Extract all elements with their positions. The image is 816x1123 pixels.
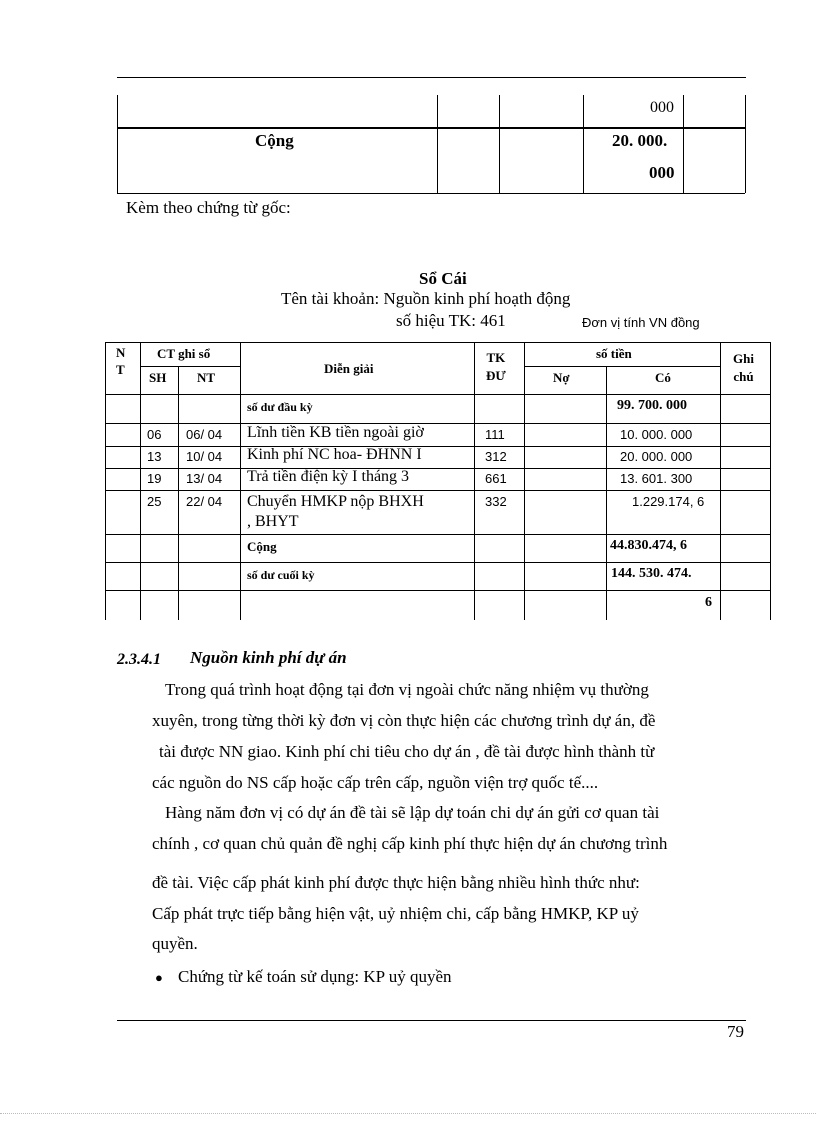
table-row-tk: 312 bbox=[485, 449, 507, 464]
closing-balance-co-line1: 144. 530. 474. bbox=[611, 566, 692, 581]
closing-balance-co-line2: 6 bbox=[705, 595, 712, 610]
table-row-nt: 06/ 04 bbox=[186, 427, 223, 442]
header-rule bbox=[117, 77, 746, 78]
table-row-co: 20. 000. 000 bbox=[620, 449, 693, 464]
footer-rule bbox=[117, 1020, 746, 1021]
bullet-dot-icon: ● bbox=[155, 970, 163, 985]
header-nt2: NT bbox=[197, 370, 216, 385]
table-row-tk: 661 bbox=[485, 471, 507, 486]
table-row-sh: 06 bbox=[147, 427, 162, 442]
header-co: Có bbox=[655, 370, 671, 385]
paragraph-line: tài được NN giao. Kinh phí chi tiêu cho dự án , đề tài được hình thành từ bbox=[159, 742, 655, 761]
table-row-dien-giai: Lĩnh tiền KB tiền ngoài giờ bbox=[247, 424, 424, 441]
paragraph-line: Cấp phát trực tiếp bằng hiện vật, uỷ nhiệm chi, cấp bằng HMKP, KP uỷ bbox=[152, 904, 639, 923]
ledger-total-label: Cộng bbox=[247, 539, 277, 554]
table-row-co: 1.229.174, 6 bbox=[632, 494, 705, 509]
paragraph-line: Hàng năm đơn vị có dự án đề tài sẽ lập dự toán chi dự án gửi cơ quan tài bbox=[165, 803, 660, 822]
table-row-co: 13. 601. 300 bbox=[620, 471, 693, 486]
ledger-title: Sổ Cái bbox=[419, 269, 467, 288]
paragraph-line: đề tài. Việc cấp phát kinh phí được thực hiện bằng nhiều hình thức như: bbox=[152, 873, 640, 892]
ledger-total-co: 44.830.474, 6 bbox=[610, 538, 687, 553]
header-no: Nợ bbox=[553, 370, 570, 385]
bullet-item: Chứng từ kế toán sử dụng: KP uỷ quyền bbox=[178, 967, 452, 986]
ledger-currency-unit: Đơn vị tính VN đồng bbox=[582, 315, 700, 330]
paragraph-line: chính , cơ quan chủ quản đề nghị cấp kinh phí thực hiện dự án chương trình bbox=[152, 834, 668, 853]
table-row-sh: 25 bbox=[147, 494, 162, 509]
header-ct-ghi-so: CT ghi sổ bbox=[157, 346, 211, 361]
header-tk-du: TK ĐƯ bbox=[486, 350, 506, 383]
section-number: 2.3.4.1 bbox=[117, 651, 161, 668]
top-total-amount-line2: 000 bbox=[649, 163, 675, 182]
header-sh: SH bbox=[149, 370, 167, 385]
opening-balance-label: số dư đầu kỳ bbox=[247, 400, 313, 414]
table-row-co: 10. 000. 000 bbox=[620, 427, 693, 442]
ledger-account-number: số hiệu TK: 461 bbox=[396, 311, 506, 330]
top-row-amount: 000 bbox=[650, 99, 674, 116]
paragraph-line: quyền. bbox=[152, 934, 198, 953]
top-total-label: Cộng bbox=[255, 131, 294, 150]
section-title: Nguồn kinh phí dự án bbox=[190, 648, 347, 667]
table-row-tk: 332 bbox=[485, 494, 507, 509]
table-row-nt: 22/ 04 bbox=[186, 494, 223, 509]
header-dien-giai: Diễn giải bbox=[324, 361, 374, 376]
closing-balance-label: số dư cuối kỳ bbox=[247, 568, 315, 582]
table-row-dien-giai: Kinh phí NC hoa- ĐHNN I bbox=[247, 446, 422, 463]
attachment-note: Kèm theo chứng từ gốc: bbox=[126, 198, 291, 217]
header-so-tien: số tiền bbox=[596, 346, 632, 361]
table-row-sh: 13 bbox=[147, 449, 162, 464]
header-nt: N T bbox=[116, 345, 126, 377]
paragraph-line: Trong quá trình hoạt động tại đơn vị ngoài chức năng nhiệm vụ thường bbox=[165, 680, 649, 699]
table-row-nt: 13/ 04 bbox=[186, 471, 223, 486]
ledger-account-name: Tên tài khoản: Nguồn kinh phí hoạth động bbox=[281, 289, 571, 308]
table-row-tk: 111 bbox=[485, 427, 505, 442]
table-row-dien-giai: Chuyển HMKP nộp BHXH , BHYT bbox=[247, 493, 424, 530]
paragraph-line: xuyên, trong từng thời kỳ đơn vị còn thực hiện các chương trình dự án, đề bbox=[152, 711, 656, 730]
page-edge-divider bbox=[0, 1113, 816, 1114]
page-number: 79 bbox=[727, 1022, 744, 1041]
paragraph-line: các nguồn do NS cấp hoặc cấp trên cấp, nguồn viện trợ quốc tế.... bbox=[152, 773, 599, 792]
table-row-dien-giai: Trả tiền điện kỳ I tháng 3 bbox=[247, 468, 410, 485]
top-total-amount-line1: 20. 000. bbox=[612, 131, 668, 150]
table-row-nt: 10/ 04 bbox=[186, 449, 223, 464]
opening-balance-co: 99. 700. 000 bbox=[617, 398, 687, 413]
table-row-sh: 19 bbox=[147, 471, 162, 486]
header-ghi-chu: Ghi chú bbox=[733, 351, 754, 384]
